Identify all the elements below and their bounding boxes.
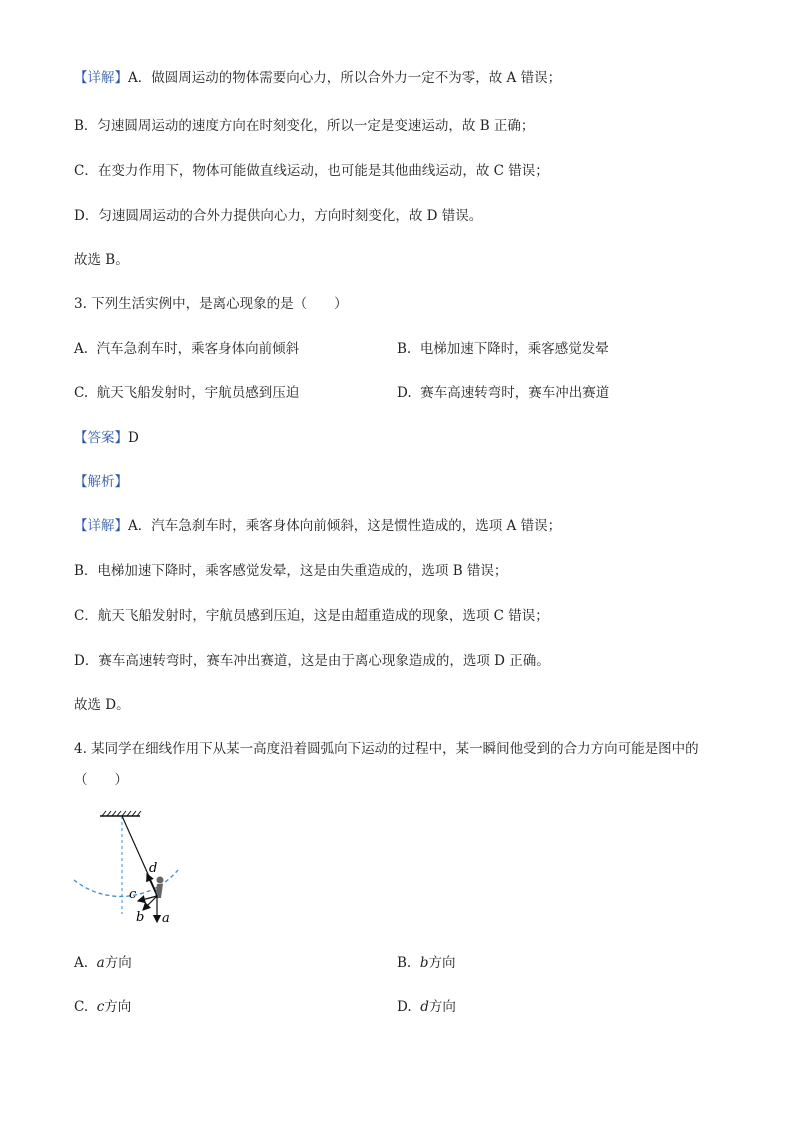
detail-tag: 【详解】	[74, 518, 128, 534]
answer-tag: 【答案】	[74, 430, 128, 446]
detail-tag: 【详解】	[74, 70, 128, 86]
q2-conclusion: 故选 B。	[74, 252, 129, 268]
q3-analysis-tag: 【解析】	[74, 474, 128, 490]
q3-answer: 【答案】D	[74, 430, 139, 446]
q4-option-d: D. d方向	[397, 999, 456, 1015]
q4-stem: 4. 某同学在细线作用下从某一高度沿着圆弧向下运动的过程中，某一瞬间他受到的合力方向可能是图中的	[74, 741, 699, 757]
q3-detail-line-d: D．赛车高速转弯时，赛车冲出赛道，这是由于离心现象造成的，选项 D 正确。	[74, 653, 550, 669]
q4-option-c: C. c方向	[74, 999, 132, 1015]
q2-detail-line-d: D．匀速圆周运动的合外力提供向心力，方向时刻变化，故 D 错误。	[74, 208, 483, 224]
q4-stem-paren: （ ）	[74, 772, 128, 788]
q4-option-b: B. b方向	[397, 955, 456, 971]
q2-detail-line-a: 【详解】A．做圆周运动的物体需要向心力，所以合外力一定不为零，故 A 错误；	[74, 70, 562, 86]
q4-option-a: A. a方向	[74, 955, 132, 971]
arrow-d	[147, 874, 157, 896]
q2-detail-line-b: B．匀速圆周运动的速度方向在时刻变化，所以一定是变速运动，故 B 正确；	[74, 118, 535, 134]
label-b: b	[136, 910, 145, 925]
q3-option-c: C. 航天飞船发射时，宇航员感到压迫	[74, 385, 300, 401]
q3-option-a: A. 汽车急刹车时，乘客身体向前倾斜	[74, 341, 300, 357]
q3-option-d: D. 赛车高速转弯时，赛车冲出赛道	[397, 385, 610, 401]
q3-stem: 3. 下列生活实例中，是离心现象的是（ ）	[74, 296, 348, 312]
q3-detail-line-a: 【详解】A．汽车急刹车时，乘客身体向前倾斜，这是惯性造成的，选项 A 错误；	[74, 518, 562, 534]
q3-detail-line-b: B．电梯加速下降时，乘客感觉发晕，这是由失重造成的，选项 B 错误；	[74, 563, 508, 579]
arc-path	[74, 870, 178, 896]
q2-detail-line-c: C．在变力作用下，物体可能做直线运动，也可能是其他曲线运动，故 C 错误；	[74, 163, 549, 179]
label-d: d	[149, 861, 158, 876]
label-a: a	[162, 911, 170, 926]
q3-option-b: B. 电梯加速下降时，乘客感觉发晕	[397, 341, 609, 357]
q3-conclusion: 故选 D。	[74, 697, 130, 713]
pendulum-figure	[60, 800, 200, 930]
pendulum-string	[122, 816, 156, 892]
q3-detail-line-c: C．航天飞船发射时，宇航员感到压迫，这是由超重造成的现象，选项 C 错误；	[74, 608, 549, 624]
label-c: c	[129, 887, 137, 902]
